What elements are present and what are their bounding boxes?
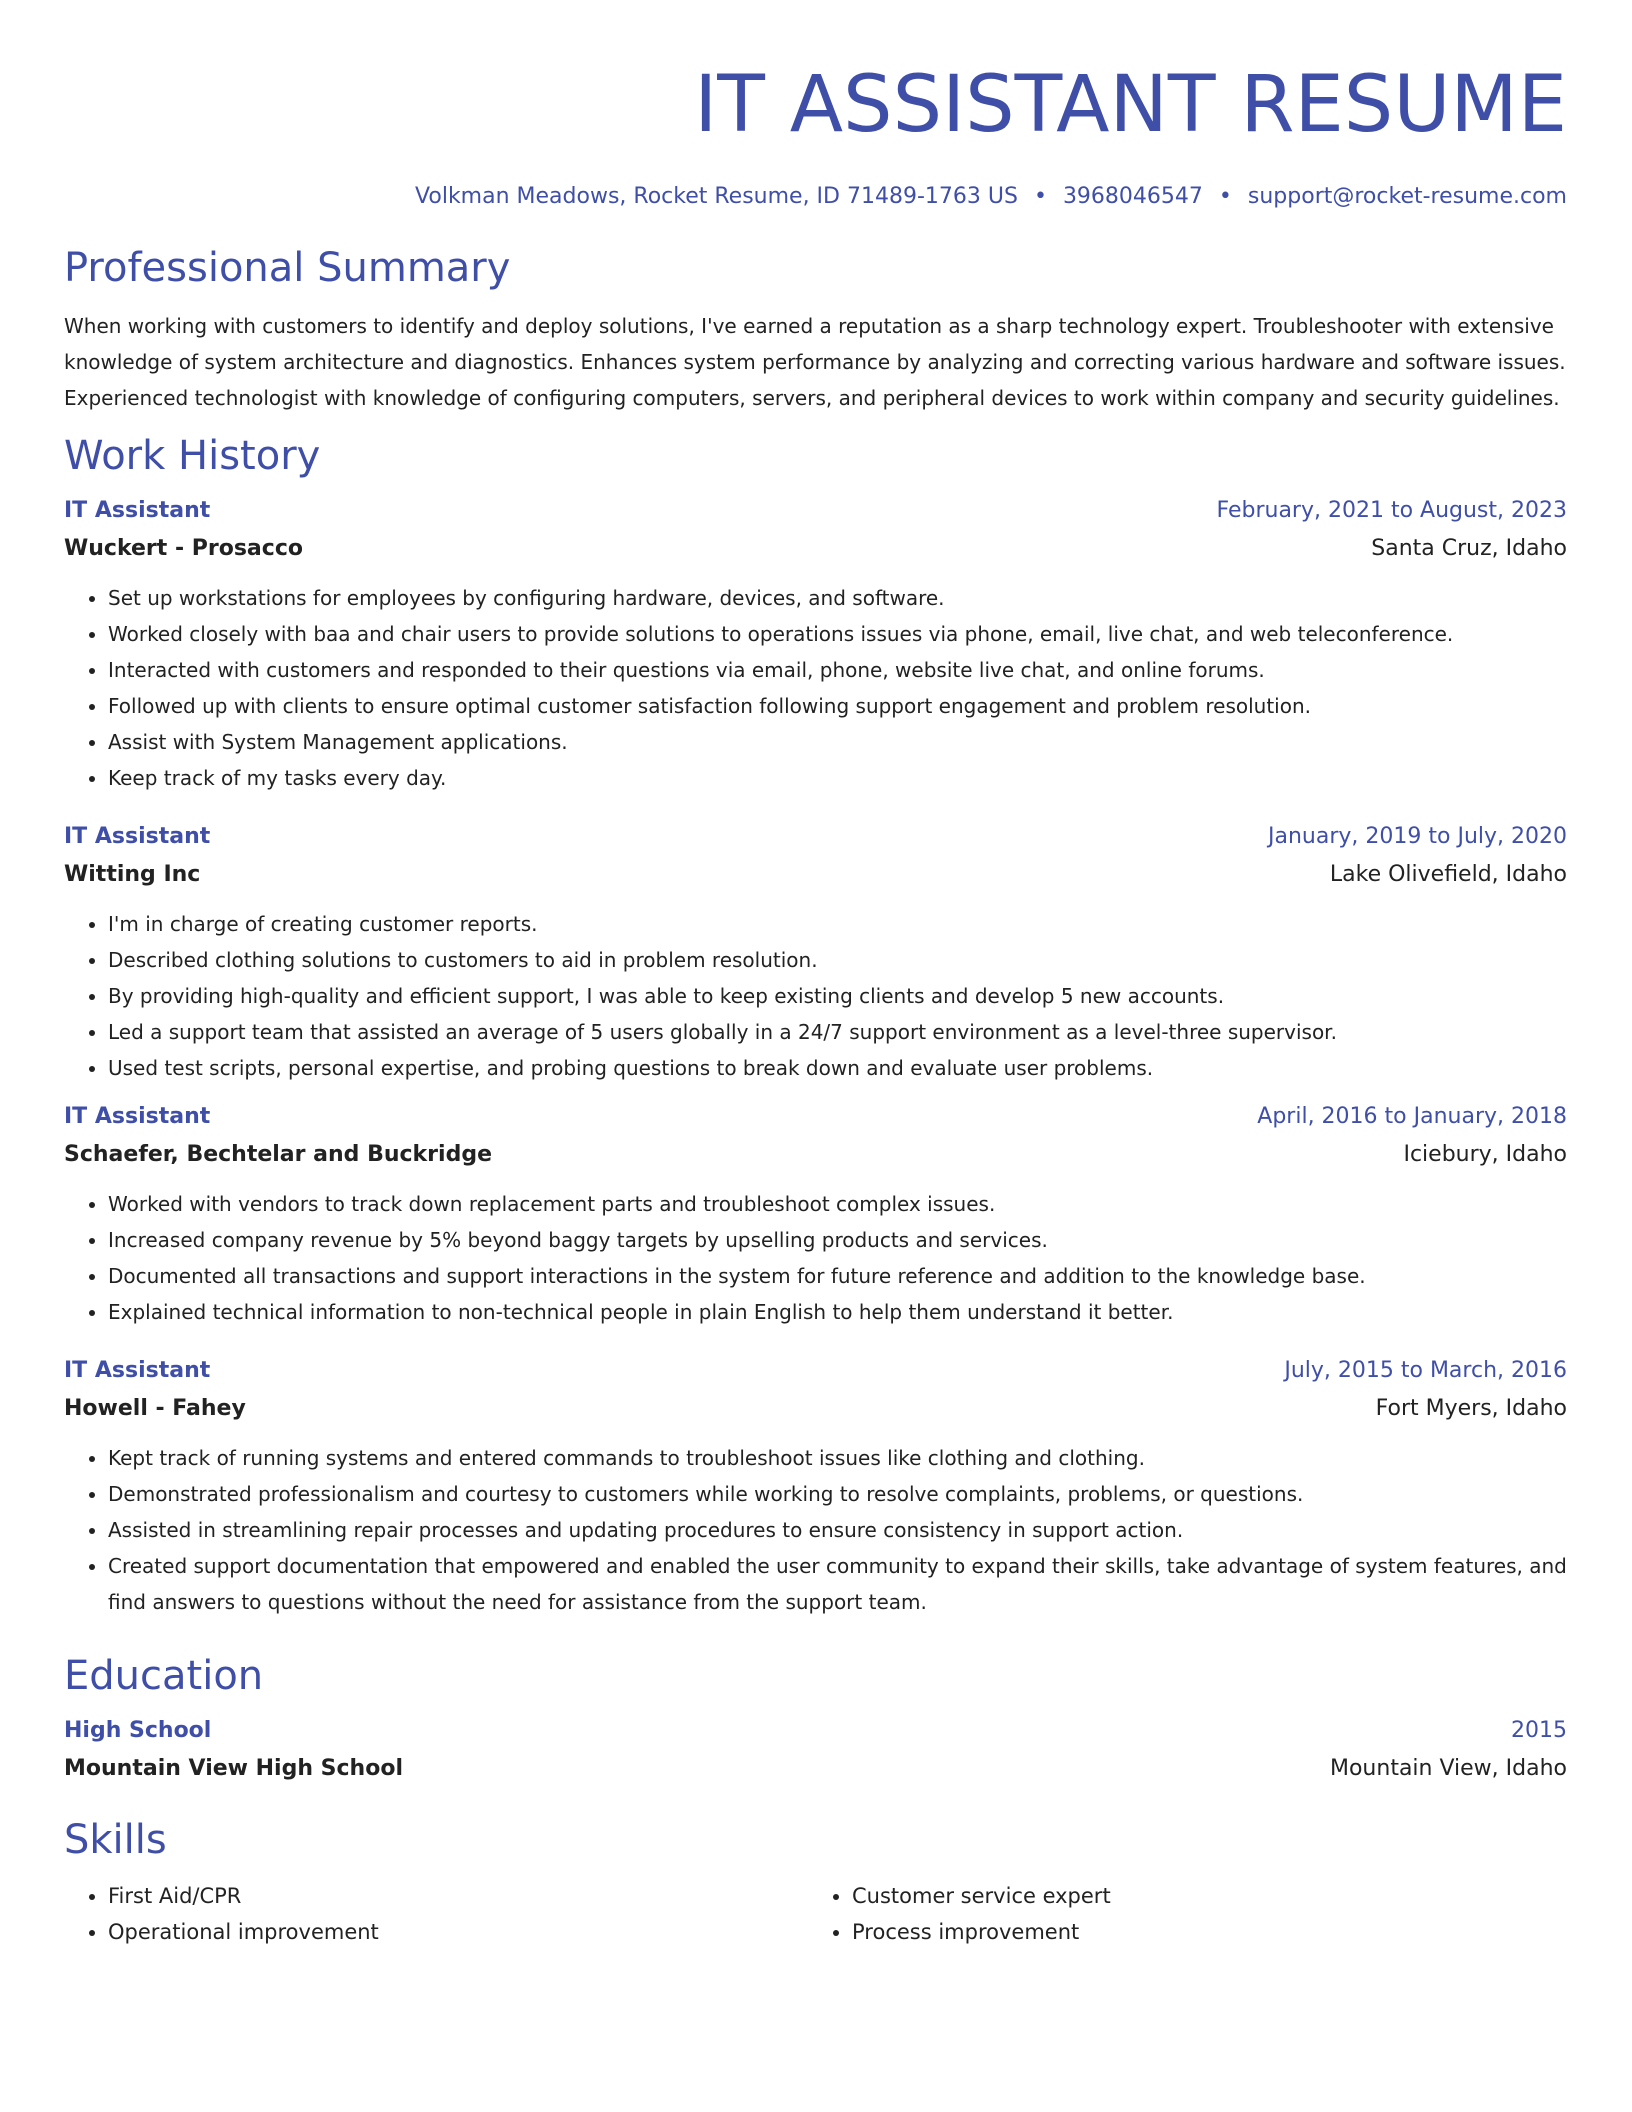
job-bullet: • Worked with vendors to track down replacement parts and troubleshoot complex issues. bbox=[108, 1186, 1567, 1222]
job-entry bbox=[64, 1352, 1567, 1620]
job-dates: April, 2016 to January, 2018 bbox=[1257, 1104, 1567, 1129]
skills-section bbox=[64, 1814, 1567, 1950]
job-header-row bbox=[64, 492, 1567, 530]
work-section bbox=[64, 430, 1567, 1620]
contact-separator: • bbox=[1218, 184, 1232, 209]
job-bullet: • Kept track of running systems and entered commands to troubleshoot issues like clothing and clothing. bbox=[108, 1440, 1567, 1476]
job-header-row bbox=[64, 818, 1567, 856]
education-entry bbox=[64, 1712, 1567, 1788]
job-bullet: • Created support documentation that empowered and enabled the user community to expand their skills, take advantage of system features, and find answers to questions without the need for assistance from the support team. bbox=[108, 1548, 1567, 1620]
job-title: IT Assistant bbox=[64, 1104, 211, 1129]
job-company-row bbox=[64, 1136, 1567, 1174]
job-bullets bbox=[64, 1440, 1567, 1620]
job-entry bbox=[64, 1098, 1567, 1330]
job-dates: July, 2015 to March, 2016 bbox=[1284, 1358, 1567, 1383]
skills-columns bbox=[64, 1878, 1567, 1950]
job-bullet: • Increased company revenue by 5% beyond baggy targets by upselling products and services. bbox=[108, 1222, 1567, 1258]
job-bullet: • Explained technical information to non-technical people in plain English to help them understand it better. bbox=[108, 1294, 1567, 1330]
education-school-row bbox=[64, 1750, 1567, 1788]
education-heading: Education bbox=[64, 1653, 264, 1699]
skills-heading: Skills bbox=[64, 1817, 167, 1863]
contact-line bbox=[64, 182, 1567, 212]
job-company-row bbox=[64, 856, 1567, 894]
job-company-row bbox=[64, 530, 1567, 568]
job-title: IT Assistant bbox=[64, 498, 211, 523]
skill-item: • Operational improvement bbox=[108, 1914, 808, 1950]
job-bullets bbox=[64, 580, 1567, 796]
skill-item: • First Aid/CPR bbox=[108, 1878, 808, 1914]
job-bullet: • Used test scripts, personal expertise, and probing questions to break down and evaluate user problems. bbox=[108, 1050, 1567, 1086]
skills-list-right bbox=[808, 1878, 1552, 1950]
skills-list-left bbox=[64, 1878, 808, 1950]
education-header-row bbox=[64, 1712, 1567, 1750]
job-company-row bbox=[64, 1390, 1567, 1428]
job-header-row bbox=[64, 1352, 1567, 1390]
contact-email: support@rocket-resume.com bbox=[1247, 184, 1567, 209]
education-section bbox=[64, 1650, 1567, 1788]
skill-item: • Process improvement bbox=[852, 1914, 1552, 1950]
job-location: Iciebury, Idaho bbox=[1403, 1142, 1567, 1167]
job-bullet: • Followed up with clients to ensure optimal customer satisfaction following support engagement and problem resolution. bbox=[108, 688, 1567, 724]
job-bullets bbox=[64, 1186, 1567, 1330]
contact-phone: 3968046547 bbox=[1062, 184, 1203, 209]
summary-section bbox=[64, 242, 1567, 416]
job-dates: February, 2021 to August, 2023 bbox=[1216, 498, 1567, 523]
work-heading: Work History bbox=[64, 433, 321, 479]
job-company: Wuckert - Prosacco bbox=[64, 536, 303, 561]
job-header-row bbox=[64, 1098, 1567, 1136]
job-bullet: • Worked closely with baa and chair users to provide solutions to operations issues via phone, email, live chat, and web teleconference. bbox=[108, 616, 1567, 652]
job-company: Howell - Fahey bbox=[64, 1396, 246, 1421]
education-degree: High School bbox=[64, 1718, 212, 1743]
resume-page bbox=[64, 0, 1567, 1950]
contact-separator: • bbox=[1033, 184, 1047, 209]
job-bullet: • Documented all transactions and support interactions in the system for future reference and addition to the knowledge base. bbox=[108, 1258, 1567, 1294]
job-bullets bbox=[64, 906, 1567, 1086]
summary-heading: Professional Summary bbox=[64, 245, 511, 291]
job-entry bbox=[64, 492, 1567, 796]
job-bullet: • Demonstrated professionalism and courtesy to customers while working to resolve complaints, problems, or questions. bbox=[108, 1476, 1567, 1512]
job-location: Fort Myers, Idaho bbox=[1375, 1396, 1567, 1421]
job-title: IT Assistant bbox=[64, 824, 211, 849]
contact-address: Volkman Meadows, Rocket Resume, ID 71489-1763 US bbox=[415, 184, 1018, 209]
job-bullet: • By providing high-quality and efficient support, I was able to keep existing clients and develop 5 new accounts. bbox=[108, 978, 1567, 1014]
job-location: Santa Cruz, Idaho bbox=[1371, 536, 1567, 561]
job-bullet: • Keep track of my tasks every day. bbox=[108, 760, 1567, 796]
job-bullet: • I'm in charge of creating customer reports. bbox=[108, 906, 1567, 942]
education-location: Mountain View, Idaho bbox=[1329, 1756, 1567, 1781]
skill-item: • Customer service expert bbox=[852, 1878, 1552, 1914]
education-school: Mountain View High School bbox=[64, 1756, 403, 1781]
job-bullet: • Assist with System Management applications. bbox=[108, 724, 1567, 760]
job-dates: January, 2019 to July, 2020 bbox=[1268, 824, 1567, 849]
job-bullet: • Assisted in streamlining repair processes and updating procedures to ensure consistency in support action. bbox=[108, 1512, 1567, 1548]
job-company: Witting Inc bbox=[64, 862, 201, 887]
job-title: IT Assistant bbox=[64, 1358, 211, 1383]
job-bullet: • Interacted with customers and responded to their questions via email, phone, website live chat, and online forums. bbox=[108, 652, 1567, 688]
summary-text: When working with customers to identify and deploy solutions, I've earned a reputation as a sharp technology expert. Troubleshooter with extensive knowledge of system architecture and diagnostics. Enhances system performance by analyzing and correcting various hardware and software issues. Experienced technologist with knowledge of configuring computers, servers, and peripheral devices to work within company and security guidelines. bbox=[64, 314, 1566, 410]
job-location: Lake Olivefield, Idaho bbox=[1329, 862, 1567, 887]
job-bullet: • Set up workstations for employees by configuring hardware, devices, and software. bbox=[108, 580, 1567, 616]
education-year: 2015 bbox=[1511, 1718, 1567, 1743]
job-company: Schaefer, Bechtelar and Buckridge bbox=[64, 1142, 492, 1167]
resume-title: IT ASSISTANT RESUME bbox=[694, 60, 1567, 150]
job-bullet: • Led a support team that assisted an average of 5 users globally in a 24/7 support environment as a level-three supervisor. bbox=[108, 1014, 1567, 1050]
job-bullet: • Described clothing solutions to customers to aid in problem resolution. bbox=[108, 942, 1567, 978]
job-entry bbox=[64, 818, 1567, 1086]
